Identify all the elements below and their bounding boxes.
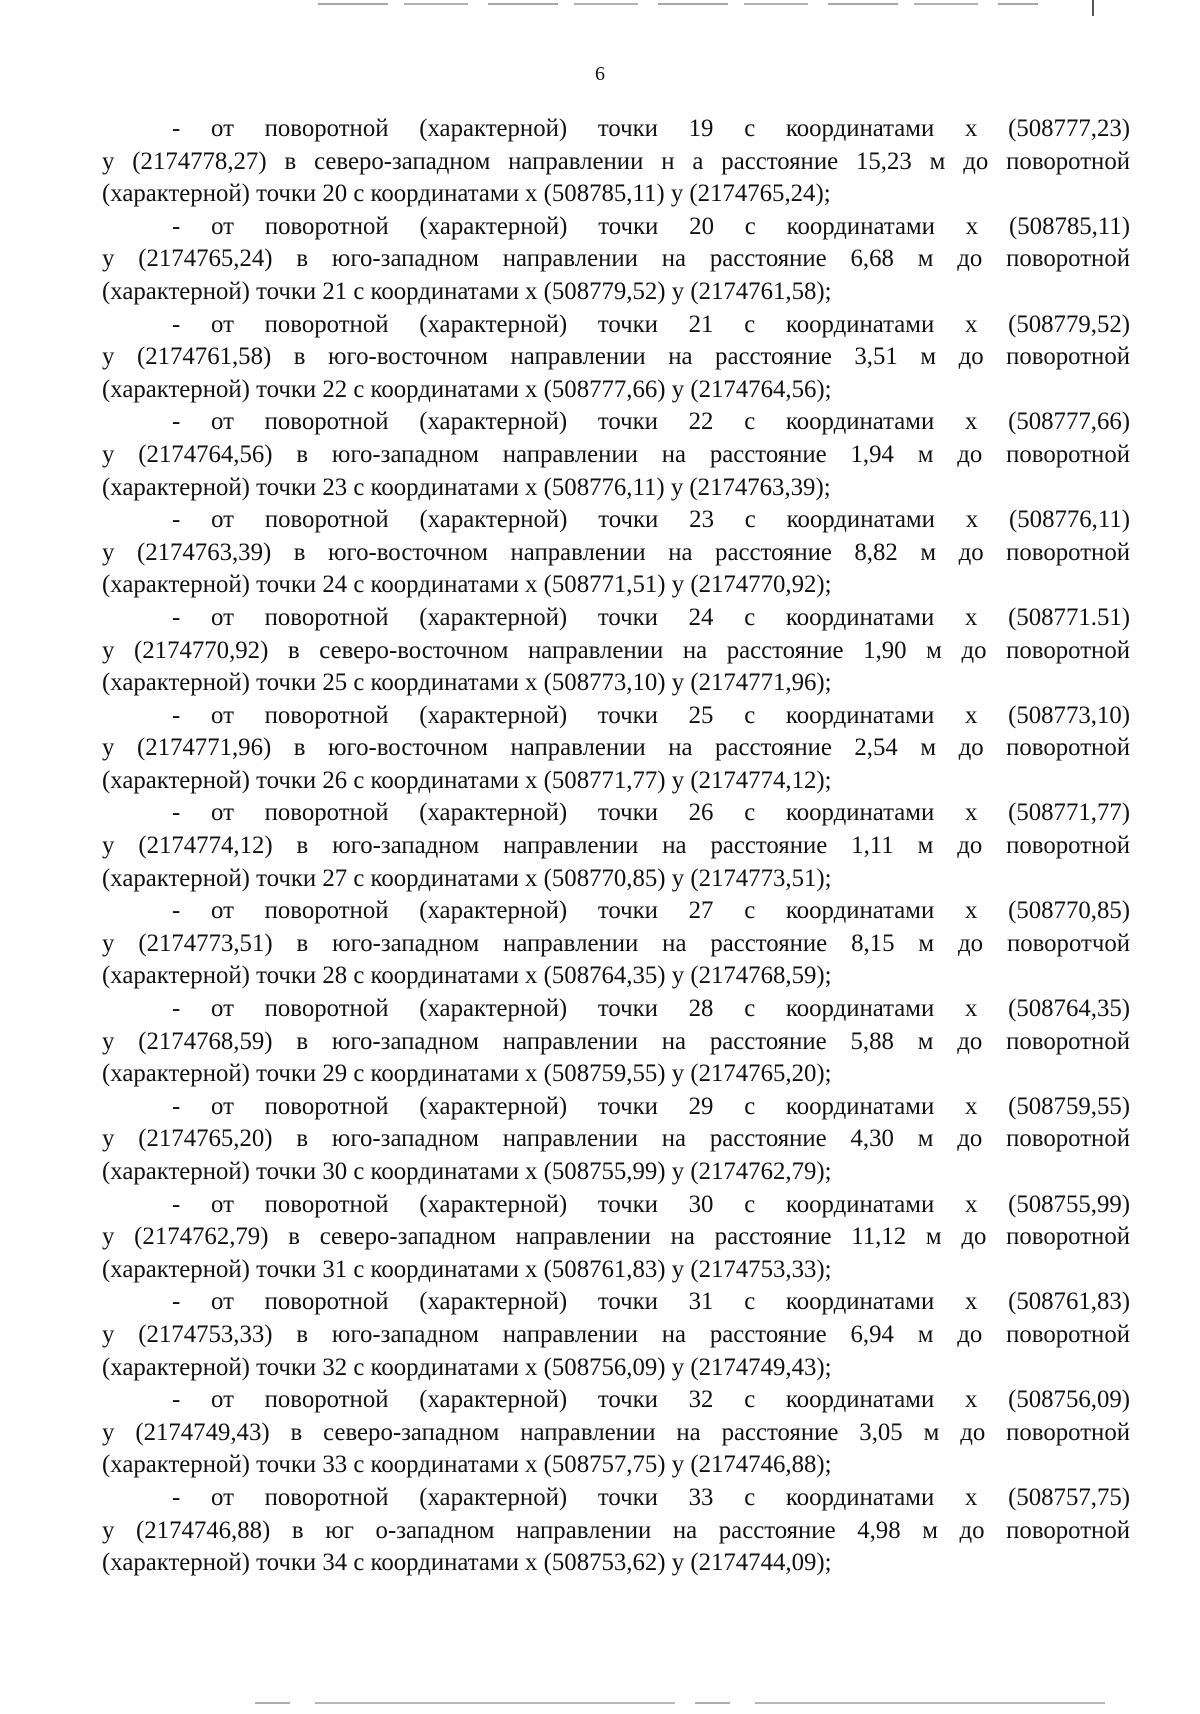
paragraph-line: (характерной) точки 20 с координатами х (508785,11) у (2174765,24); — [102, 180, 831, 208]
boundary-segment-paragraph — [102, 1482, 1130, 1580]
paragraph-line: - от поворотной (характерной) точки 29 с координатами х (508759,55) — [172, 1092, 1130, 1120]
boundary-segment-paragraph — [102, 211, 1130, 309]
paragraph-line: (характерной) точки 31 с координатами х (508761,83) у (2174753,33); — [102, 1255, 832, 1283]
paragraph-line: - от поворотной (характерной) точки 30 с координатами х (508755,99) — [172, 1190, 1130, 1218]
boundary-segment-paragraph — [102, 602, 1130, 700]
paragraph-line: у (2174749,43) в северо-западном направлении на расстояние 3,05 м до поворотной — [102, 1418, 1130, 1446]
boundary-segment-paragraph — [102, 1286, 1130, 1384]
boundary-segment-paragraph — [102, 895, 1130, 993]
paragraph-line: у (2174768,59) в юго-западном направлении на расстояние 5,88 м до поворотной — [102, 1027, 1130, 1055]
paragraph-line: у (2174774,12) в юго-западном направлении на расстояние 1,11 м до поворотной — [102, 832, 1130, 860]
paragraph-line: - от поворотной (характерной) точки 28 с координатами х (508764,35) — [172, 995, 1130, 1023]
scan-artifact-top — [318, 3, 1038, 5]
paragraph-line: (характерной) точки 30 с координатами х (508755,99) у (2174762,79); — [102, 1158, 832, 1185]
paragraph-line: у (2174770,92) в северо-восточном направлении на расстояние 1,90 м до поворотной — [102, 636, 1130, 664]
paragraph-line: у (2174771,96) в юго-восточном направлении на расстояние 2,54 м до поворотной — [102, 734, 1130, 762]
boundary-segment-paragraph — [102, 700, 1130, 798]
paragraph-line: (характерной) точки 33 с координатами х (508757,75) у (2174746,88); — [102, 1451, 832, 1479]
scan-artifact-bottom — [255, 1702, 1105, 1704]
boundary-segment-paragraph — [102, 309, 1130, 407]
paragraph-line: у (2174778,27) в северо-западном направлении н а расстояние 15,23 м до поворотной — [102, 147, 1130, 175]
boundary-segment-paragraph — [102, 993, 1130, 1091]
paragraph-line: (характерной) точки 24 с координатами х (508771,51) у (2174770,92); — [102, 571, 832, 599]
boundary-segment-paragraph — [102, 797, 1130, 895]
boundary-segment-paragraph — [102, 113, 1130, 211]
paragraph-line: (характерной) точки 22 с координатами х (508777,66) у (2174764,56); — [102, 375, 832, 403]
boundary-segment-paragraph — [102, 406, 1130, 504]
paragraph-line: - от поворотной (характерной) точки 27 с координатами х (508770,85) — [172, 897, 1130, 925]
paragraph-line: (характерной) точки 27 с координатами х (508770,85) у (2174773,51); — [102, 864, 832, 892]
paragraph-line: (характерной) точки 23 с координатами х (508776,11) у (2174763,39); — [102, 473, 831, 501]
paragraph-line: у (2174746,88) в юг о-западном направлении на расстояние 4,98 м до поворотной — [102, 1516, 1130, 1544]
paragraph-line: (характерной) точки 34 с координатами х (508753,62) у (2174744,09); — [102, 1549, 832, 1577]
paragraph-line: у (2174753,33) в юго-западном направлении на расстояние 6,94 м до поворотной — [102, 1320, 1130, 1348]
paragraph-line: - от поворотной (характерной) точки 23 с координатами х (508776,11) — [172, 506, 1130, 534]
scan-artifact-tick — [1092, 0, 1094, 16]
paragraph-line: у (2174764,56) в юго-западном направлении на расстояние 1,94 м до поворотной — [102, 440, 1130, 468]
paragraph-line: (характерной) точки 25 с координатами х (508773,10) у (2174771,96); — [102, 669, 832, 697]
paragraph-line: - от поворотной (характерной) точки 19 с координатами х (508777,23) — [172, 115, 1130, 142]
paragraph-line: - от поворотной (характерной) точки 26 с координатами х (508771,77) — [172, 799, 1130, 827]
document-body — [102, 113, 1130, 1580]
paragraph-line: (характерной) точки 21 с координатами х (508779,52) у (2174761,58); — [102, 277, 832, 305]
paragraph-line: - от поворотной (характерной) точки 21 с координатами х (508779,52) — [172, 310, 1130, 338]
paragraph-line: у (2174773,51) в юго-западном направлении на расстояние 8,15 м до поворотчой — [102, 929, 1130, 957]
paragraph-line: у (2174765,20) в юго-западном направлении на расстояние 4,30 м до поворотной — [102, 1125, 1130, 1153]
paragraph-line: - от поворотной (характерной) точки 24 с координатами х (508771.51) — [172, 603, 1130, 631]
paragraph-line: (характерной) точки 26 с координатами х (508771,77) у (2174774,12); — [102, 766, 832, 794]
paragraph-line: у (2174763,39) в юго-восточном направлении на расстояние 8,82 м до поворотной — [102, 538, 1130, 566]
paragraph-line: - от поворотной (характерной) точки 33 с координатами х (508757,75) — [172, 1483, 1130, 1511]
paragraph-line: - от поворотной (характерной) точки 31 с координатами х (508761,83) — [172, 1288, 1130, 1316]
paragraph-line: (характерной) точки 32 с координатами х (508756,09) у (2174749,43); — [102, 1353, 832, 1381]
paragraph-line: - от поворотной (характерной) точки 32 с координатами х (508756,09) — [172, 1386, 1130, 1414]
paragraph-line: у (2174762,79) в северо-западном направлении на расстояние 11,12 м до поворотной — [102, 1223, 1130, 1251]
paragraph-line: (характерной) точки 28 с координатами х (508764,35) у (2174768,59); — [102, 962, 832, 990]
paragraph-line: - от поворотной (характерной) точки 22 с координатами х (508777,66) — [172, 408, 1130, 436]
page-number: 6 — [595, 63, 605, 85]
boundary-segment-paragraph — [102, 504, 1130, 602]
paragraph-line: у (2174761,58) в юго-восточном направлении на расстояние 3,51 м до поворотной — [102, 343, 1130, 371]
boundary-segment-paragraph — [102, 1384, 1130, 1482]
boundary-segment-paragraph — [102, 1091, 1130, 1189]
paragraph-line: - от поворотной (характерной) точки 20 с координатами х (508785,11) — [172, 212, 1130, 240]
paragraph-line: (характерной) точки 29 с координатами х (508759,55) у (2174765,20); — [102, 1060, 832, 1088]
paragraph-line: у (2174765,24) в юго-западном направлении на расстояние 6,68 м до поворотной — [102, 245, 1130, 273]
boundary-segment-paragraph — [102, 1189, 1130, 1287]
paragraph-line: - от поворотной (характерной) точки 25 с координатами х (508773,10) — [172, 701, 1130, 729]
